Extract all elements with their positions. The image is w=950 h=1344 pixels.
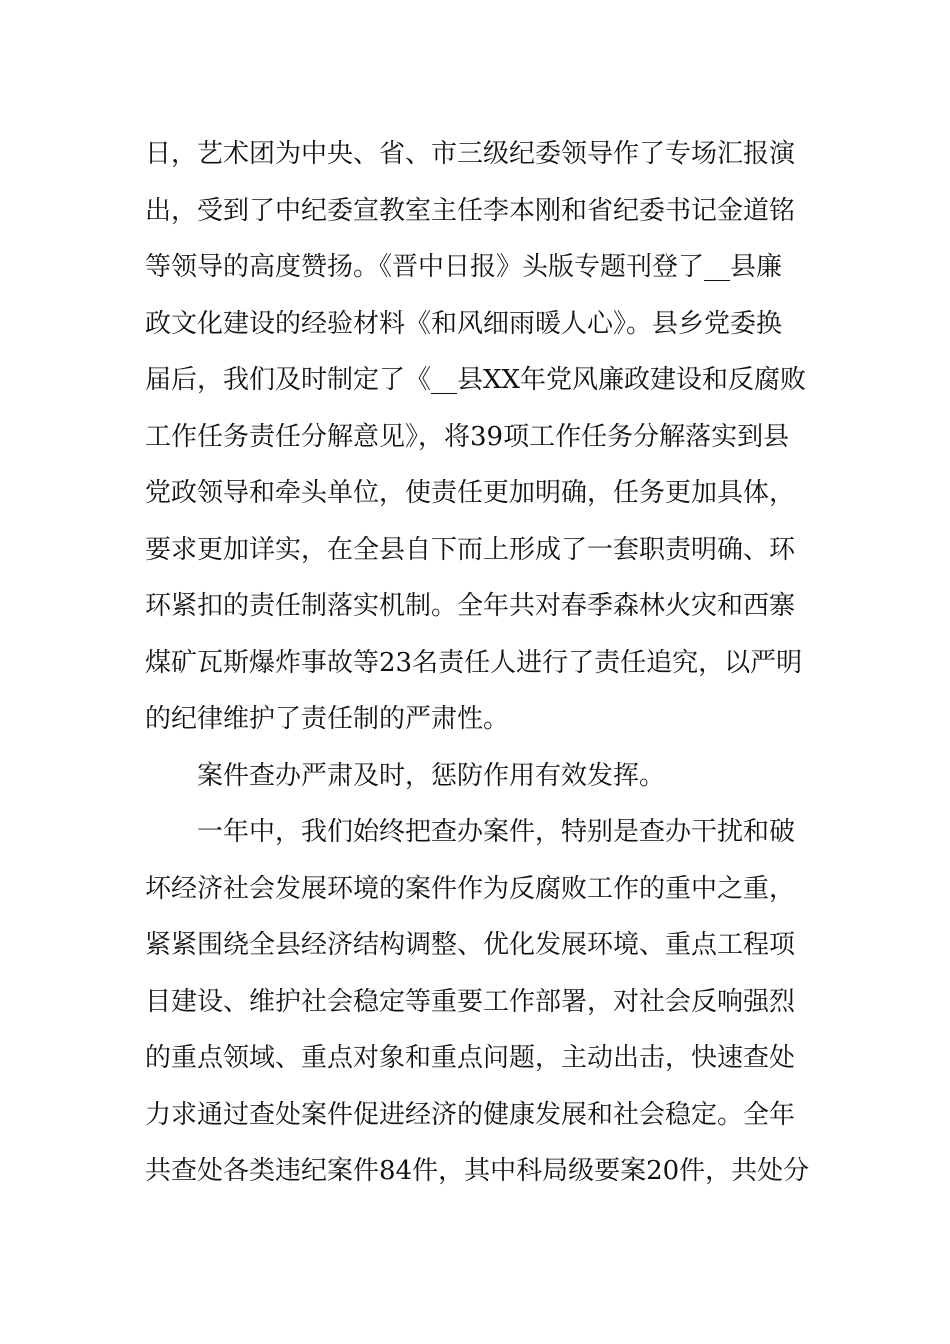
text-line: 紧紧围绕全县经济结构调整、优化发展环境、重点工程项 [145,930,796,960]
body-text [145,134,815,1208]
text-line: 政文化建设的经验材料《和风细雨暖人心》。县乡党委换 [145,308,783,339]
text-line: 的重点领域、重点对象和重点问题，主动出击，快速查处 [145,1043,796,1073]
text-line: 煤矿瓦斯爆炸事故等23名责任人进行了责任追究，以严明 [145,647,803,678]
text-line: 日，艺术团为中央、省、市三级纪委领导作了专场汇报演 [145,139,796,169]
text-line: 目建设、维护社会稳定等重要工作部署，对社会反响强烈 [145,986,796,1017]
text-line: 案件查办严肃及时，惩防作用有效发挥。 [197,760,666,791]
text-line: 的纪律维护了责任制的严肃性。 [145,704,510,734]
text-line: 力求通过查处案件促进经济的健康发展和社会稳定。全年 [145,1099,796,1130]
text-line: 党政领导和牵头单位，使责任更加明确，任务更加具体， [145,478,796,508]
text-line: 等领导的高度赞扬。《晋中日报》头版专题刊登了__县廉 [145,252,783,282]
text-line: 要求更加详实，在全县自下而上形成了一套职责明确、环 [145,534,796,565]
text-line: 届后，我们及时制定了《__县XX年党风廉政建设和反腐败 [145,365,807,395]
text-line: 共查处各类违纪案件84件，其中科局级要案20件，共处分 [145,1156,810,1186]
text-line: 一年中，我们始终把查办案件，特别是查办干扰和破 [197,817,796,847]
text-line: 环紧扣的责任制落实机制。全年共对春季森林火灾和西寨 [145,591,796,621]
text-line: 出，受到了中纪委宣教室主任李本刚和省纪委书记金道铭 [145,195,796,226]
text-line: 坏经济社会发展环境的案件作为反腐败工作的重中之重， [145,873,796,904]
text-line: 工作任务责任分解意见》，将39项工作任务分解落实到县 [145,421,790,452]
